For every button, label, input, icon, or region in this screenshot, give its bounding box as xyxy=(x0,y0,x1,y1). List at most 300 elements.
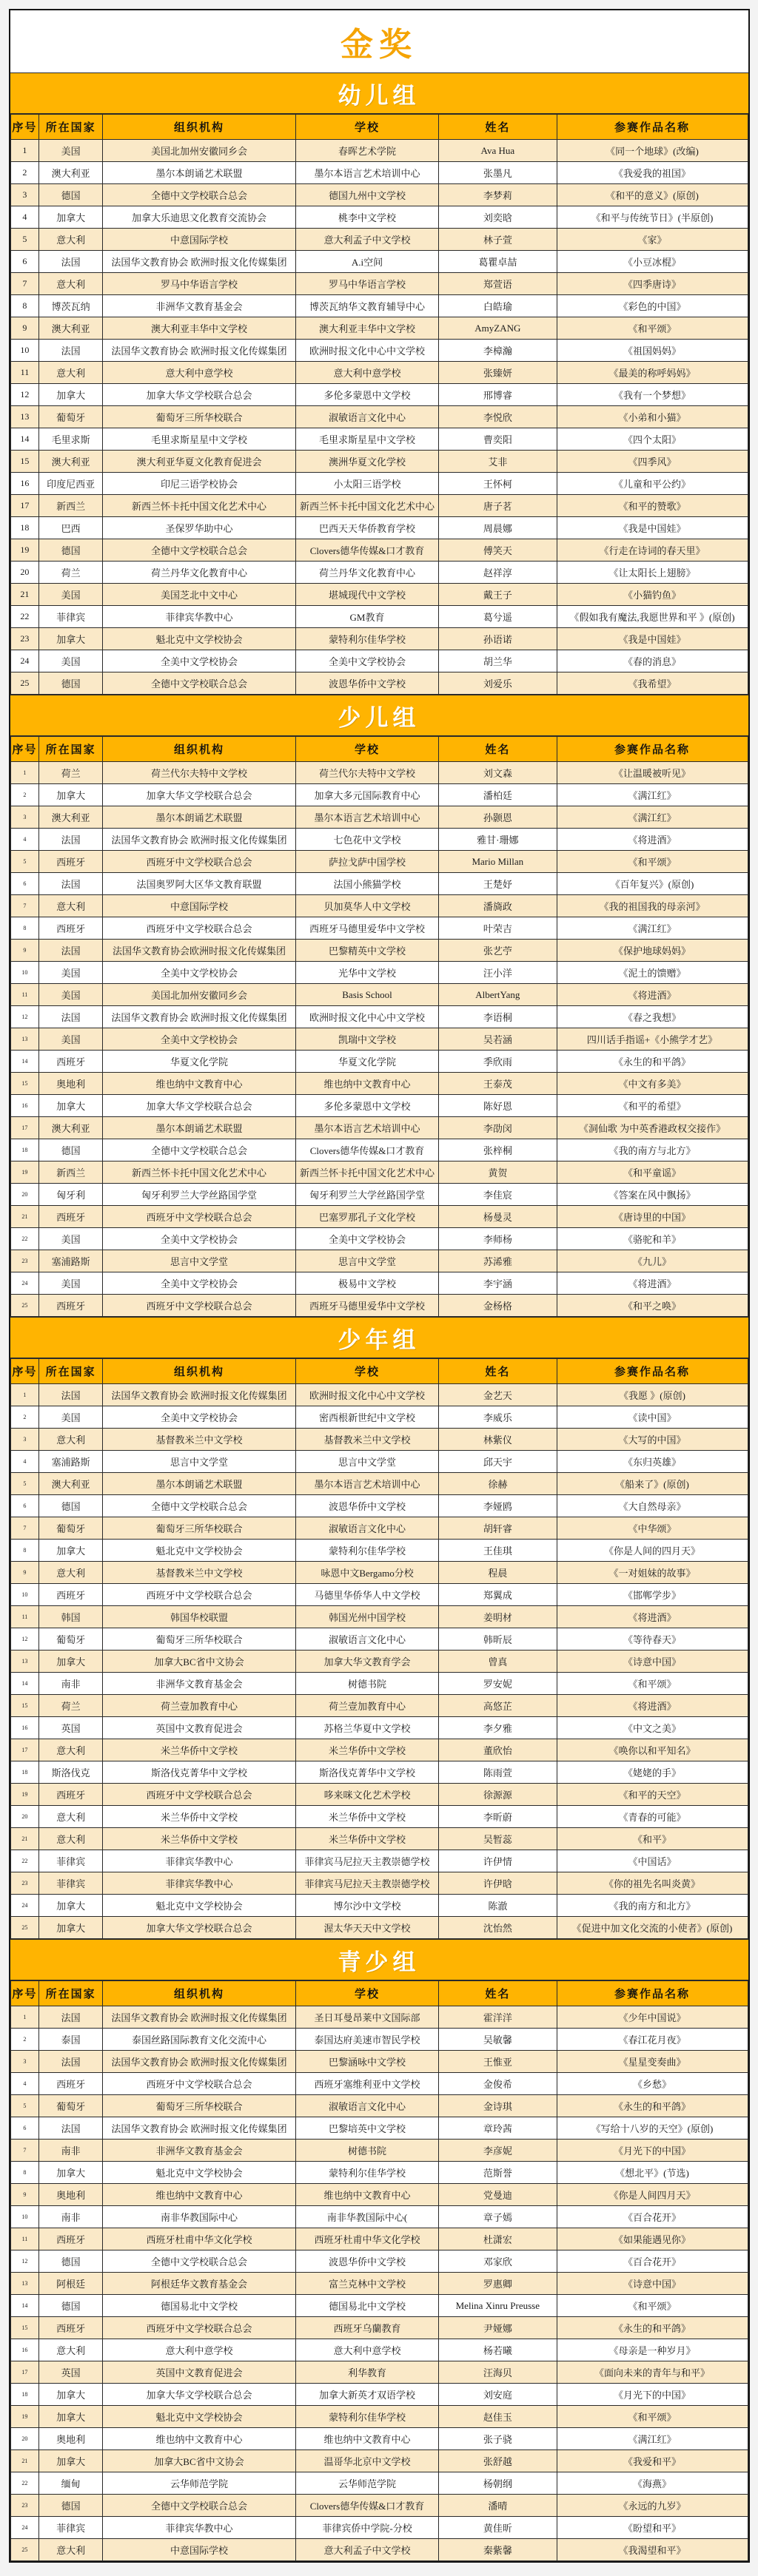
serial-cell: 7 xyxy=(10,895,39,917)
school-cell: 基督教米兰中文学校 xyxy=(295,1429,438,1451)
serial-cell: 20 xyxy=(10,1184,39,1206)
school-cell: 墨尔本语言艺术培训中心 xyxy=(295,1473,438,1495)
table-row xyxy=(10,962,748,984)
work-cell: 《四季唐诗》 xyxy=(557,273,748,295)
column-header: 姓名 xyxy=(439,115,557,140)
org-cell: 法国华文教育协会 欧洲时报文化传媒集团 xyxy=(102,829,295,851)
name-cell: 李娅鸥 xyxy=(439,1495,557,1517)
column-header: 组织机构 xyxy=(102,1981,295,2006)
work-cell: 《满江红》 xyxy=(557,806,748,829)
school-cell: 凯瑞中文学校 xyxy=(295,1028,438,1051)
name-cell: 秦紫馨 xyxy=(439,2539,557,2561)
table-row xyxy=(10,984,748,1006)
serial-cell: 10 xyxy=(10,2206,39,2228)
table-row xyxy=(10,2250,748,2273)
name-cell: 葛瞿卓喆 xyxy=(439,251,557,273)
org-cell: 全德中文学校联合总会 xyxy=(102,184,295,206)
school-cell: 利华教育 xyxy=(295,2361,438,2384)
org-cell: 思言中文学堂 xyxy=(102,1250,295,1272)
org-cell: 全德中文学校联合总会 xyxy=(102,2495,295,2517)
serial-cell: 13 xyxy=(10,1028,39,1051)
country-cell: 匈牙利 xyxy=(39,1184,103,1206)
country-cell: 加拿大 xyxy=(39,384,103,406)
name-cell: 李劭闵 xyxy=(439,1117,557,1139)
school-cell: 华夏文化学院 xyxy=(295,1051,438,1073)
school-cell: 极易中文学校 xyxy=(295,1272,438,1295)
table-row xyxy=(10,1451,748,1473)
name-cell: 尹娅娜 xyxy=(439,2317,557,2339)
work-cell: 《四个太阳》 xyxy=(557,428,748,451)
country-cell: 意大利 xyxy=(39,362,103,384)
country-cell: 菲律宾 xyxy=(39,1850,103,1872)
country-cell: 葡萄牙 xyxy=(39,2095,103,2117)
work-cell: 《和平童谣》 xyxy=(557,1161,748,1184)
name-cell: 孙颢恩 xyxy=(439,806,557,829)
country-cell: 意大利 xyxy=(39,1739,103,1761)
country-cell: 美国 xyxy=(39,984,103,1006)
org-cell: 西班牙中文学校联合总会 xyxy=(102,1206,295,1228)
table-row xyxy=(10,762,748,784)
work-cell: 《我希望》 xyxy=(557,672,748,695)
table-row xyxy=(10,2361,748,2384)
school-cell: 博茨瓦纳华文教育辅导中心 xyxy=(295,295,438,317)
name-cell: 吴敏馨 xyxy=(439,2029,557,2051)
country-cell: 意大利 xyxy=(39,273,103,295)
name-cell: 潘晴 xyxy=(439,2495,557,2517)
name-cell: 王泰茂 xyxy=(439,1073,557,1095)
name-cell: 徐源源 xyxy=(439,1784,557,1806)
table-row xyxy=(10,362,748,384)
serial-cell: 4 xyxy=(10,2073,39,2095)
work-cell: 《唐诗里的中国》 xyxy=(557,1206,748,1228)
school-cell: 毛里求斯星星中文学校 xyxy=(295,428,438,451)
work-cell: 《行走在诗词的春天里》 xyxy=(557,539,748,562)
org-cell: 基督教米兰中文学校 xyxy=(102,1429,295,1451)
serial-cell: 13 xyxy=(10,1651,39,1673)
country-cell: 澳大利亚 xyxy=(39,162,103,184)
country-cell: 加拿大 xyxy=(39,1917,103,1939)
work-cell: 《将进酒》 xyxy=(557,1695,748,1717)
org-cell: 全美中文学校协会 xyxy=(102,1028,295,1051)
award-table xyxy=(10,1358,748,1939)
country-cell: 阿根廷 xyxy=(39,2273,103,2295)
school-cell: 西班牙杜甫中华文化学校 xyxy=(295,2228,438,2250)
country-cell: 法国 xyxy=(39,873,103,895)
name-cell: 白皓瑜 xyxy=(439,295,557,317)
work-cell: 《东归英雄》 xyxy=(557,1451,748,1473)
serial-cell: 4 xyxy=(10,829,39,851)
column-header: 序号 xyxy=(10,737,39,762)
name-cell: 傅笑天 xyxy=(439,539,557,562)
country-cell: 加拿大 xyxy=(39,628,103,650)
column-header: 姓名 xyxy=(439,737,557,762)
country-cell: 法国 xyxy=(39,940,103,962)
country-cell: 南非 xyxy=(39,1673,103,1695)
org-cell: 魁北克中文学校协会 xyxy=(102,1540,295,1562)
serial-cell: 19 xyxy=(10,1161,39,1184)
serial-cell: 8 xyxy=(10,917,39,940)
country-cell: 韩国 xyxy=(39,1606,103,1628)
country-cell: 加拿大 xyxy=(39,1095,103,1117)
school-cell: 树德书院 xyxy=(295,1673,438,1695)
org-cell: 法国华文教育协会 欧洲时报文化传媒集团 xyxy=(102,1384,295,1406)
serial-cell: 6 xyxy=(10,873,39,895)
serial-cell: 22 xyxy=(10,606,39,628)
table-row xyxy=(10,1695,748,1717)
name-cell: 杜潇宏 xyxy=(439,2228,557,2250)
table-row xyxy=(10,229,748,251)
serial-cell: 3 xyxy=(10,806,39,829)
school-cell: 加拿大新英才双语学校 xyxy=(295,2384,438,2406)
school-cell: 云华师范学院 xyxy=(295,2472,438,2495)
serial-cell: 14 xyxy=(10,428,39,451)
name-cell: 林子萱 xyxy=(439,229,557,251)
country-cell: 澳大利亚 xyxy=(39,1117,103,1139)
org-cell: 葡萄牙三所华校联合 xyxy=(102,2095,295,2117)
org-cell: 西班牙中文学校联合总会 xyxy=(102,2073,295,2095)
name-cell: 苏浠雅 xyxy=(439,1250,557,1272)
table-row xyxy=(10,1117,748,1139)
country-cell: 美国 xyxy=(39,1028,103,1051)
award-sheet xyxy=(9,9,750,2563)
serial-cell: 17 xyxy=(10,1117,39,1139)
name-cell: 刘奕晗 xyxy=(439,206,557,229)
school-cell: 米兰华侨中文学校 xyxy=(295,1806,438,1828)
work-cell: 《泥土的馈赠》 xyxy=(557,962,748,984)
school-cell: 加拿大多元国际教育中心 xyxy=(295,784,438,806)
school-cell: 西班牙塞维利亚中文学校 xyxy=(295,2073,438,2095)
org-cell: 墨尔本朗诵艺术联盟 xyxy=(102,162,295,184)
table-row xyxy=(10,2095,748,2117)
org-cell: 中意国际学校 xyxy=(102,895,295,917)
school-cell: 巴塞罗那孔子文化学校 xyxy=(295,1206,438,1228)
country-cell: 意大利 xyxy=(39,2539,103,2561)
table-row xyxy=(10,2006,748,2029)
serial-cell: 18 xyxy=(10,2384,39,2406)
country-cell: 毛里求斯 xyxy=(39,428,103,451)
name-cell: 李佳宸 xyxy=(439,1184,557,1206)
column-header: 所在国家 xyxy=(39,737,103,762)
country-cell: 葡萄牙 xyxy=(39,1628,103,1651)
org-cell: 西班牙中文学校联合总会 xyxy=(102,1784,295,1806)
table-row xyxy=(10,273,748,295)
org-cell: 米兰华侨中文学校 xyxy=(102,1739,295,1761)
serial-cell: 14 xyxy=(10,2295,39,2317)
school-cell: 澳大利亚丰华中文学校 xyxy=(295,317,438,340)
work-cell: 《和平颂》 xyxy=(557,851,748,873)
name-cell: 唐子茗 xyxy=(439,495,557,517)
column-header: 序号 xyxy=(10,1981,39,2006)
table-row xyxy=(10,428,748,451)
serial-cell: 24 xyxy=(10,1895,39,1917)
country-cell: 西班牙 xyxy=(39,851,103,873)
work-cell: 《母亲是一种岁月》 xyxy=(557,2339,748,2361)
serial-cell: 1 xyxy=(10,762,39,784)
school-cell: 西班牙马德里爱华中文学校 xyxy=(295,1295,438,1317)
table-row xyxy=(10,1095,748,1117)
country-cell: 荷兰 xyxy=(39,1695,103,1717)
name-cell: 徐赫 xyxy=(439,1473,557,1495)
country-cell: 加拿大 xyxy=(39,784,103,806)
country-cell: 英国 xyxy=(39,1717,103,1739)
school-cell: 马德里华侨华人中文学校 xyxy=(295,1584,438,1606)
serial-cell: 7 xyxy=(10,273,39,295)
name-cell: AlbertYang xyxy=(439,984,557,1006)
work-cell: 《和平之唤》 xyxy=(557,1295,748,1317)
work-cell: 《船来了》(原创) xyxy=(557,1473,748,1495)
school-cell: 意大利中意学校 xyxy=(295,362,438,384)
work-cell: 《和平颂》 xyxy=(557,1673,748,1695)
serial-cell: 24 xyxy=(10,1272,39,1295)
org-cell: 菲律宾华教中心 xyxy=(102,1850,295,1872)
column-header: 参赛作品名称 xyxy=(557,737,748,762)
country-cell: 美国 xyxy=(39,1272,103,1295)
work-cell: 《你是人间的四月天》 xyxy=(557,1540,748,1562)
serial-cell: 18 xyxy=(10,517,39,539)
org-cell: 米兰华侨中文学校 xyxy=(102,1806,295,1828)
name-cell: 黄贺 xyxy=(439,1161,557,1184)
org-cell: 全美中文学校协会 xyxy=(102,650,295,672)
name-cell: 金艺天 xyxy=(439,1384,557,1406)
name-cell: 张臻妍 xyxy=(439,362,557,384)
serial-cell: 21 xyxy=(10,1206,39,1228)
school-cell: Clovers德华传媒&口才教育 xyxy=(295,1139,438,1161)
column-header-row xyxy=(10,1359,748,1384)
name-cell: 章玲茜 xyxy=(439,2117,557,2140)
org-cell: 思言中文学堂 xyxy=(102,1451,295,1473)
work-cell: 《和平颂》 xyxy=(557,317,748,340)
name-cell: 葛兮遥 xyxy=(439,606,557,628)
work-cell: 《满江红》 xyxy=(557,917,748,940)
serial-cell: 10 xyxy=(10,340,39,362)
serial-cell: 13 xyxy=(10,406,39,428)
name-cell: 曾真 xyxy=(439,1651,557,1673)
column-header: 所在国家 xyxy=(39,1981,103,2006)
school-cell: A.i空间 xyxy=(295,251,438,273)
name-cell: 李彦妮 xyxy=(439,2140,557,2162)
org-cell: 非洲华文教育基金会 xyxy=(102,1673,295,1695)
table-row xyxy=(10,384,748,406)
org-cell: 葡萄牙三所华校联合 xyxy=(102,406,295,428)
table-row xyxy=(10,1806,748,1828)
country-cell: 菲律宾 xyxy=(39,2517,103,2539)
serial-cell: 25 xyxy=(10,672,39,695)
serial-cell: 16 xyxy=(10,1095,39,1117)
table-row xyxy=(10,1051,748,1073)
table-row xyxy=(10,2029,748,2051)
country-cell: 法国 xyxy=(39,340,103,362)
work-cell: 《家》 xyxy=(557,229,748,251)
school-cell: 欧洲时报文化中心中文学校 xyxy=(295,1384,438,1406)
country-cell: 意大利 xyxy=(39,2339,103,2361)
work-cell: 《和平颂》 xyxy=(557,2406,748,2428)
serial-cell: 4 xyxy=(10,1451,39,1473)
org-cell: 英国中文教育促进会 xyxy=(102,2361,295,2384)
school-cell: 维也纳中文教育中心 xyxy=(295,1073,438,1095)
org-cell: 法国华文教育协会 欧洲时报文化传媒集团 xyxy=(102,1006,295,1028)
country-cell: 斯洛伐克 xyxy=(39,1761,103,1784)
work-cell: 《中文之美》 xyxy=(557,1717,748,1739)
name-cell: 胡轩睿 xyxy=(439,1517,557,1540)
name-cell: 王楚妤 xyxy=(439,873,557,895)
name-cell: 范斯誉 xyxy=(439,2162,557,2184)
country-cell: 塞浦路斯 xyxy=(39,1250,103,1272)
table-row xyxy=(10,1517,748,1540)
table-row xyxy=(10,1651,748,1673)
school-cell: 维也纳中文教育中心 xyxy=(295,2428,438,2450)
country-cell: 西班牙 xyxy=(39,1295,103,1317)
org-cell: 匈牙利罗兰大学丝路国学堂 xyxy=(102,1184,295,1206)
serial-cell: 23 xyxy=(10,1872,39,1895)
school-cell: 巴西天天华侨教育学校 xyxy=(295,517,438,539)
org-cell: 加拿大华文学校联合总会 xyxy=(102,384,295,406)
work-cell: 《将进酒》 xyxy=(557,829,748,851)
column-header: 学校 xyxy=(295,1981,438,2006)
org-cell: 全德中文学校联合总会 xyxy=(102,672,295,695)
table-row xyxy=(10,1562,748,1584)
name-cell: 陈澈 xyxy=(439,1895,557,1917)
school-cell: 西班牙乌蘭教育 xyxy=(295,2317,438,2339)
country-cell: 澳大利亚 xyxy=(39,1473,103,1495)
name-cell: Mario Millan xyxy=(439,851,557,873)
name-cell: Ava Hua xyxy=(439,140,557,162)
table-row xyxy=(10,829,748,851)
serial-cell: 8 xyxy=(10,2162,39,2184)
school-cell: 多伦多蒙恩中文学校 xyxy=(295,1095,438,1117)
work-cell: 《答案在风中飘扬》 xyxy=(557,1184,748,1206)
country-cell: 西班牙 xyxy=(39,1206,103,1228)
table-row xyxy=(10,406,748,428)
country-cell: 德国 xyxy=(39,2295,103,2317)
serial-cell: 24 xyxy=(10,650,39,672)
table-row xyxy=(10,2384,748,2406)
org-cell: 西班牙中文学校联合总会 xyxy=(102,917,295,940)
org-cell: 阿根廷华文教育基金会 xyxy=(102,2273,295,2295)
serial-cell: 3 xyxy=(10,1429,39,1451)
school-cell: 萨拉戈萨中国学校 xyxy=(295,851,438,873)
name-cell: 邱天宇 xyxy=(439,1451,557,1473)
name-cell: 张梓桐 xyxy=(439,1139,557,1161)
table-row xyxy=(10,628,748,650)
serial-cell: 19 xyxy=(10,539,39,562)
org-cell: 加拿大BC省中文协会 xyxy=(102,2450,295,2472)
work-cell: 《儿童和平公约》 xyxy=(557,473,748,495)
work-cell: 《假如我有魔法,我愿世界和平 》(原创) xyxy=(557,606,748,628)
group-header: 幼儿组 xyxy=(10,73,748,114)
school-cell: 春晖艺术学院 xyxy=(295,140,438,162)
country-cell: 西班牙 xyxy=(39,917,103,940)
work-cell: 《我的南方与北方》 xyxy=(557,1139,748,1161)
school-cell: 小太阳三语学校 xyxy=(295,473,438,495)
country-cell: 德国 xyxy=(39,184,103,206)
serial-cell: 9 xyxy=(10,317,39,340)
serial-cell: 5 xyxy=(10,2095,39,2117)
country-cell: 菲律宾 xyxy=(39,606,103,628)
school-cell: 巴黎精英中文学校 xyxy=(295,940,438,962)
school-cell: 多伦多蒙恩中文学校 xyxy=(295,384,438,406)
name-cell: 董欣怡 xyxy=(439,1739,557,1761)
work-cell: 《小豆冰棍》 xyxy=(557,251,748,273)
serial-cell: 9 xyxy=(10,1562,39,1584)
org-cell: 基督教米兰中文学校 xyxy=(102,1562,295,1584)
school-cell: 咏恩中文Bergamo分校 xyxy=(295,1562,438,1584)
school-cell: 蒙特利尔佳华学校 xyxy=(295,628,438,650)
name-cell: 罗安妮 xyxy=(439,1673,557,1695)
country-cell: 法国 xyxy=(39,251,103,273)
table-row xyxy=(10,940,748,962)
work-cell: 《让温暖被听见》 xyxy=(557,762,748,784)
country-cell: 意大利 xyxy=(39,1806,103,1828)
work-cell: 《诗意中国》 xyxy=(557,1651,748,1673)
country-cell: 加拿大 xyxy=(39,1895,103,1917)
country-cell: 德国 xyxy=(39,1139,103,1161)
school-cell: 南非华教国际中心( xyxy=(295,2206,438,2228)
table-row xyxy=(10,1228,748,1250)
work-cell: 《我爱我的祖国》 xyxy=(557,162,748,184)
name-cell: 戴王子 xyxy=(439,584,557,606)
org-cell: 西班牙中文学校联合总会 xyxy=(102,2317,295,2339)
name-cell: 姜明材 xyxy=(439,1606,557,1628)
school-cell: 菲律宾侨中学院-分校 xyxy=(295,2517,438,2539)
name-cell: 曹奕阳 xyxy=(439,428,557,451)
work-cell: 《和平》 xyxy=(557,1828,748,1850)
table-row xyxy=(10,2317,748,2339)
org-cell: 美国芝北中文中心 xyxy=(102,584,295,606)
name-cell: 杨若曦 xyxy=(439,2339,557,2361)
school-cell: 斯洛伐克菁华中文学校 xyxy=(295,1761,438,1784)
name-cell: Melina Xinru Preusse xyxy=(439,2295,557,2317)
school-cell: Clovers德华传媒&口才教育 xyxy=(295,2495,438,2517)
org-cell: 菲律宾华教中心 xyxy=(102,1872,295,1895)
org-cell: 非洲华文教育基金会 xyxy=(102,295,295,317)
name-cell: AmyZANG xyxy=(439,317,557,340)
org-cell: 米兰华侨中文学校 xyxy=(102,1828,295,1850)
org-cell: 魁北克中文学校协会 xyxy=(102,2406,295,2428)
serial-cell: 23 xyxy=(10,2495,39,2517)
serial-cell: 5 xyxy=(10,1473,39,1495)
work-cell: 《九儿》 xyxy=(557,1250,748,1272)
table-row xyxy=(10,1206,748,1228)
work-cell: 《永生的和平鸽》 xyxy=(557,2317,748,2339)
serial-cell: 18 xyxy=(10,1761,39,1784)
work-cell: 四川话手指谣+《小熊学才艺》 xyxy=(557,1028,748,1051)
org-cell: 墨尔本朗诵艺术联盟 xyxy=(102,806,295,829)
serial-cell: 2 xyxy=(10,784,39,806)
work-cell: 《将进酒》 xyxy=(557,1606,748,1628)
org-cell: 印尼三语学校协会 xyxy=(102,473,295,495)
country-cell: 美国 xyxy=(39,1406,103,1429)
table-row xyxy=(10,2406,748,2428)
country-cell: 新西兰 xyxy=(39,1161,103,1184)
school-cell: 思言中文学堂 xyxy=(295,1451,438,1473)
column-header: 所在国家 xyxy=(39,115,103,140)
column-header: 组织机构 xyxy=(102,1359,295,1384)
table-row xyxy=(10,584,748,606)
school-cell: 哆来咪文化艺术学校 xyxy=(295,1784,438,1806)
school-cell: 苏格兰华夏中文学校 xyxy=(295,1717,438,1739)
serial-cell: 16 xyxy=(10,2339,39,2361)
table-row xyxy=(10,495,748,517)
name-cell: 金俊希 xyxy=(439,2073,557,2095)
serial-cell: 3 xyxy=(10,2051,39,2073)
school-cell: 巴黎培英中文学校 xyxy=(295,2117,438,2140)
table-row xyxy=(10,2273,748,2295)
table-row xyxy=(10,2117,748,2140)
work-cell: 《邯郸学步》 xyxy=(557,1584,748,1606)
name-cell: 潘旖政 xyxy=(439,895,557,917)
serial-cell: 9 xyxy=(10,940,39,962)
school-cell: 全美中文学校协会 xyxy=(295,650,438,672)
